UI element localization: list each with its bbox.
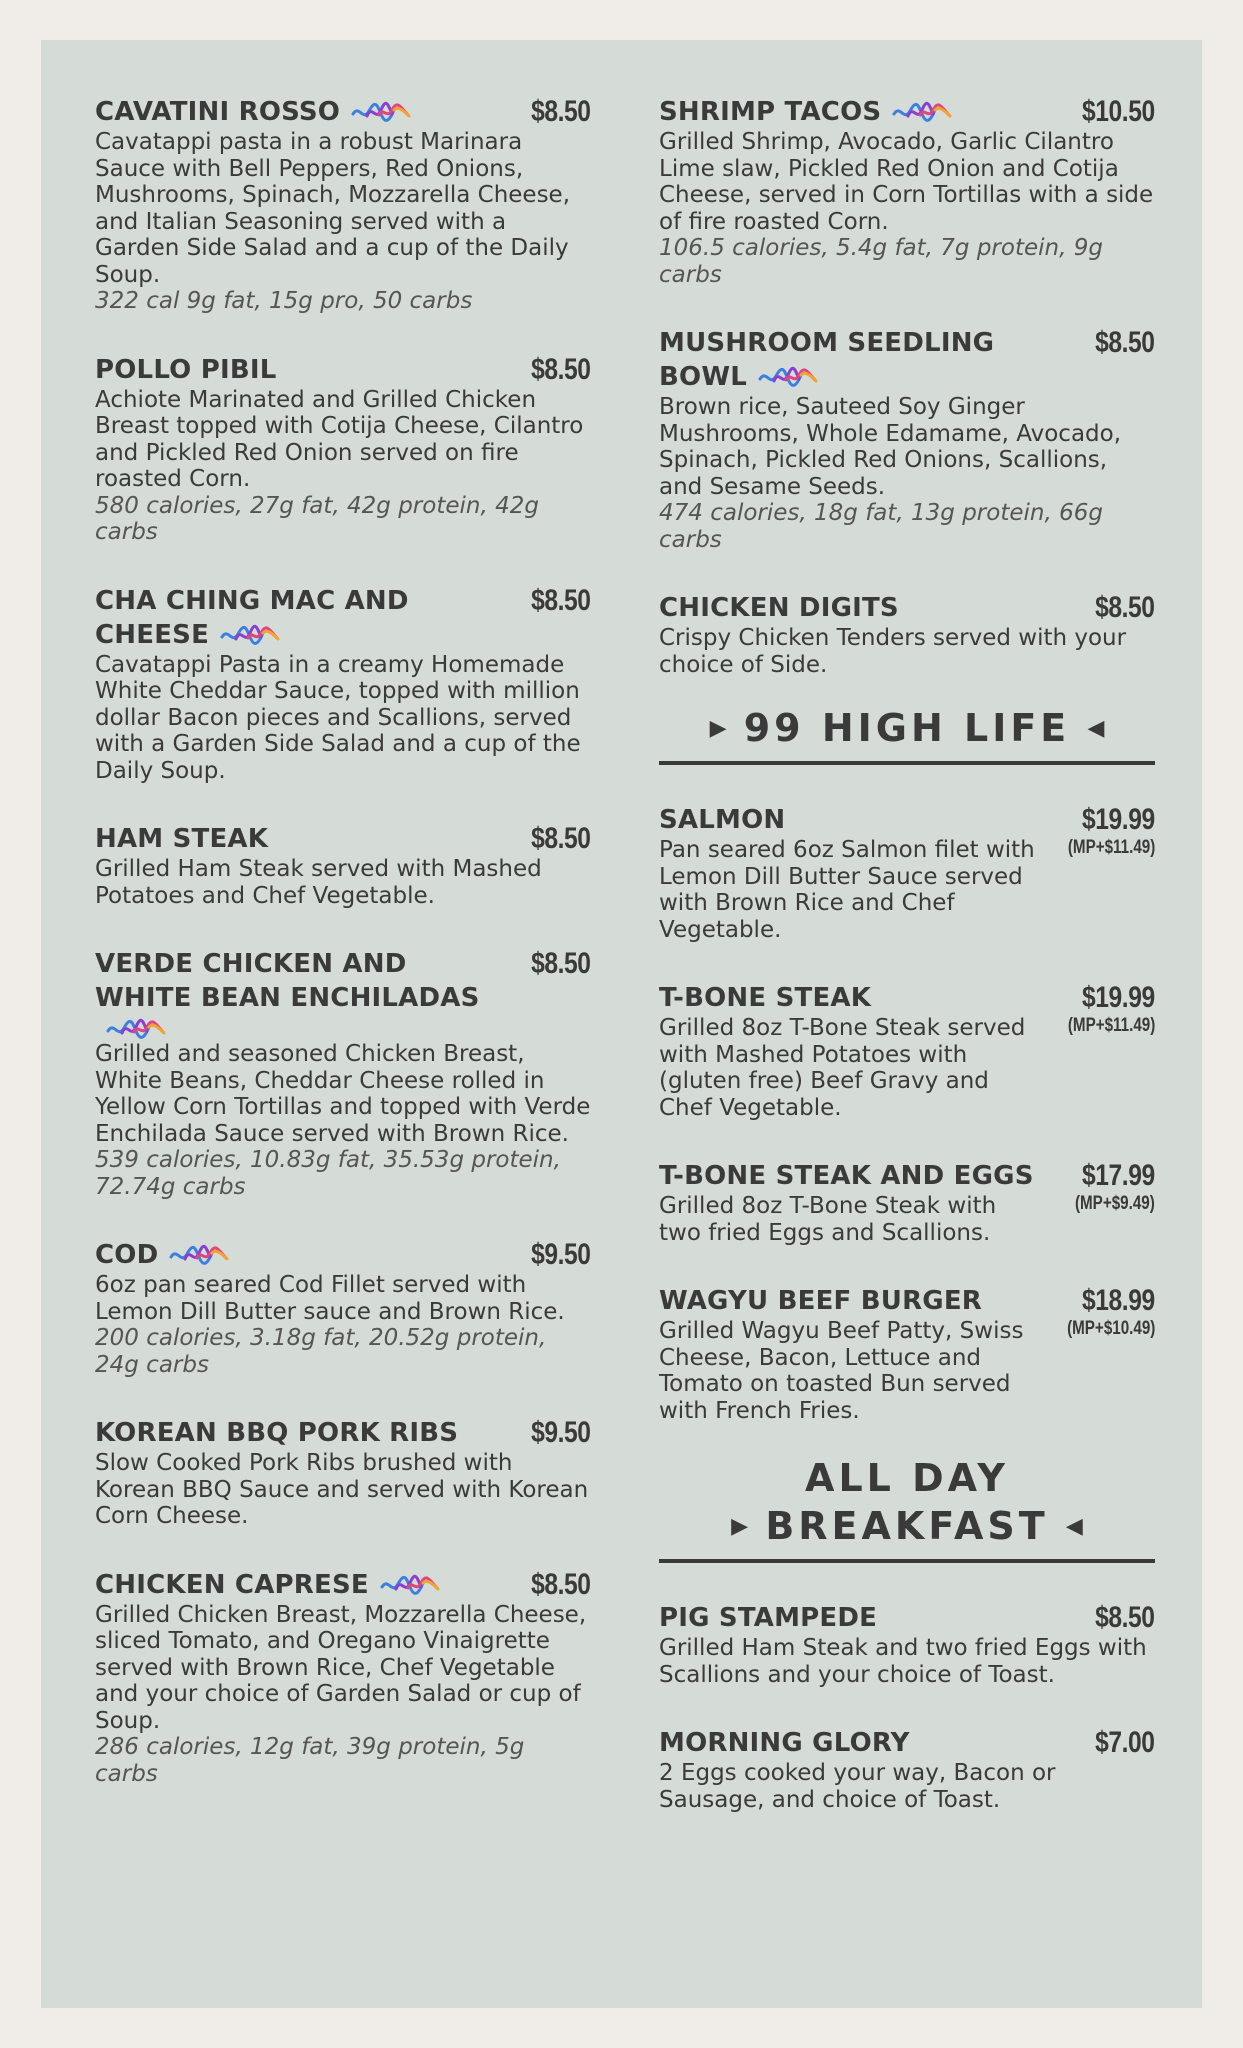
item-price: $9.50 <box>531 1238 591 1271</box>
item-nutrition: 286 calories, 12g fat, 39g protein, 5g carbs <box>95 1734 525 1787</box>
section-title-line1: ALL DAY <box>805 1456 1009 1500</box>
item-name: T-BONE STEAK <box>659 983 872 1013</box>
menu-item <box>659 981 1155 1121</box>
item-price: $19.99 <box>1082 803 1155 836</box>
section-title-text: 99 HIGH LIFE <box>743 706 1071 750</box>
menu-item <box>95 947 591 1200</box>
item-description: 2 Eggs cooked your way, Bacon or Sausage, and choice of Toast. <box>659 1760 1056 1813</box>
squiggle-icon <box>757 363 819 389</box>
section-title-line2: BREAKFAST <box>765 1504 1049 1548</box>
item-name: MORNING GLORY <box>659 1728 910 1758</box>
item-nutrition: 539 calories, 10.83g fat, 35.53g protein, 72.74g carbs <box>95 1147 561 1200</box>
item-price: $18.99 <box>1082 1284 1155 1317</box>
item-price: $17.99 <box>1082 1159 1155 1192</box>
item-name: HAM STEAK <box>95 824 269 854</box>
squiggle-icon <box>105 1015 167 1041</box>
menu-item <box>95 1416 591 1530</box>
item-description: Cavatappi pasta in a robust Marinara Sauce with Bell Peppers, Red Onions, Mushrooms, Spinach, Mozzarella Cheese, and Italian Seasoning served with a Garden Side Salad and a cup of the Daily Soup. <box>95 129 571 288</box>
menu-item <box>95 1568 591 1788</box>
item-price: $7.00 <box>1095 1726 1155 1759</box>
menu-item <box>95 95 591 315</box>
item-price: $8.50 <box>531 1567 591 1601</box>
item-description: Achiote Marinated and Grilled Chicken Breast topped with Cotija Cheese, Cilantro and Pickled Red Onion served on fire roasted Corn. <box>95 386 584 492</box>
menu-item <box>95 353 591 546</box>
item-name: PIG STAMPEDE <box>659 1603 878 1633</box>
left-column <box>95 95 591 1825</box>
item-name: KOREAN BBQ PORK RIBS <box>95 1418 459 1448</box>
item-description: 6oz pan seared Cod Fillet served with Lemon Dill Butter sauce and Brown Rice. <box>95 1272 565 1325</box>
item-price: $8.50 <box>531 583 591 617</box>
item-price: $8.50 <box>1095 326 1155 359</box>
arrow-right-icon: ▶ <box>731 1514 749 1539</box>
item-name: CHICKEN DIGITS <box>659 593 899 623</box>
item-name: COD <box>95 1240 159 1270</box>
item-name: T-BONE STEAK AND EGGS <box>659 1161 1034 1191</box>
item-name: CHA CHING MAC AND CHEESE <box>95 585 409 650</box>
menu-item <box>659 1601 1155 1688</box>
item-name: CHICKEN CAPRESE <box>95 1569 369 1600</box>
item-name: VERDE CHICKEN AND WHITE BEAN ENCHILADAS <box>95 949 480 1013</box>
squiggle-icon <box>350 98 412 124</box>
section-title-breakfast <box>659 1454 1155 1551</box>
item-description: Grilled Chicken Breast, Mozzarella Cheese, sliced Tomato, and Oregano Vinaigrette served with Brown Rice, Chef Vegetable and your choice of Garden Salad or cup of Soup. <box>95 1601 587 1734</box>
menu-item <box>659 1159 1155 1246</box>
section-divider <box>659 761 1155 765</box>
menu-panel <box>41 40 1202 2008</box>
arrow-left-icon: ◀ <box>1065 1514 1083 1539</box>
menu-item <box>95 1238 591 1378</box>
menu-item <box>659 95 1155 288</box>
item-description: Grilled and seasoned Chicken Breast, White Beans, Cheddar Cheese rolled in Yellow Corn Tortillas and topped with Verde Enchilada Sauce served with Brown Rice. <box>95 1041 591 1147</box>
item-name: CAVATINI ROSSO <box>95 97 341 127</box>
item-price: $8.50 <box>1095 1601 1155 1634</box>
item-name: WAGYU BEEF BURGER <box>659 1286 983 1316</box>
item-description: Grilled 8oz T-Bone Steak with two fried Eggs and Scallions. <box>659 1193 997 1246</box>
item-description: Grilled Ham Steak and two fried Eggs with Scallions and your choice of Toast. <box>659 1635 1147 1688</box>
item-nutrition: 106.5 calories, 5.4g fat, 7g protein, 9g carbs <box>659 235 1103 288</box>
item-price: $9.50 <box>531 1416 591 1449</box>
menu-item <box>659 326 1155 553</box>
item-mp-price: (MP+$10.49) <box>1066 1318 1155 1339</box>
item-description: Grilled Ham Steak served with Mashed Potatoes and Chef Vegetable. <box>95 856 542 909</box>
item-description: Slow Cooked Pork Ribs brushed with Korean BBQ Sauce and served with Korean Corn Cheese. <box>95 1450 589 1529</box>
menu-item <box>95 822 591 909</box>
squiggle-icon <box>379 1571 441 1597</box>
item-price: $19.99 <box>1082 981 1155 1014</box>
menu-item <box>659 803 1155 943</box>
item-name: MUSHROOM SEEDLING BOWL <box>659 328 995 392</box>
section-title-high-life <box>659 704 1155 753</box>
item-description: Grilled Shrimp, Avocado, Garlic Cilantro Lime slaw, Pickled Red Onion and Cotija Cheese, served in Corn Tortillas with a side of fire roasted Corn. <box>659 129 1154 235</box>
item-description: Cavatappi Pasta in a creamy Homemade White Cheddar Sauce, topped with million dollar Bacon pieces and Scallions, served with a Garden Side Salad and a cup of the Daily Soup. <box>95 651 581 784</box>
item-mp-price: (MP+$11.49) <box>1067 1015 1155 1036</box>
item-mp-price: (MP+$9.49) <box>1075 1193 1155 1214</box>
menu-item <box>95 584 591 785</box>
item-name: SHRIMP TACOS <box>659 97 882 127</box>
squiggle-icon <box>219 621 281 647</box>
item-price: $8.50 <box>1095 591 1155 624</box>
item-description: Brown rice, Sauteed Soy Ginger Mushrooms, Whole Edamame, Avocado, Spinach, Pickled Red Onions, Scallions, and Sesame Seeds. <box>659 394 1122 500</box>
item-name: POLLO PIBIL <box>95 354 277 385</box>
item-mp-price: (MP+$11.49) <box>1067 837 1155 858</box>
item-nutrition: 474 calories, 18g fat, 13g protein, 66g carbs <box>659 500 1103 553</box>
squiggle-icon <box>891 98 953 124</box>
menu-item <box>659 1284 1155 1424</box>
arrow-right-icon: ▶ <box>709 716 727 741</box>
section-divider <box>659 1559 1155 1563</box>
item-description: Grilled Wagyu Beef Patty, Swiss Cheese, Bacon, Lettuce and Tomato on toasted Bun served with French Fries. <box>659 1318 1024 1424</box>
item-nutrition: 322 cal 9g fat, 15g pro, 50 carbs <box>95 288 473 314</box>
item-description: Pan seared 6oz Salmon filet with Lemon Dill Butter Sauce served with Brown Rice and Chef Vegetable. <box>659 837 1035 943</box>
item-price: $10.50 <box>1082 95 1155 128</box>
right-column <box>659 95 1155 1851</box>
menu-item <box>659 1726 1155 1813</box>
menu-item <box>659 591 1155 678</box>
item-price: $8.50 <box>531 947 591 980</box>
arrow-left-icon: ◀ <box>1087 716 1105 741</box>
item-price: $8.50 <box>531 822 591 855</box>
item-price: $8.50 <box>531 95 591 128</box>
squiggle-icon <box>168 1241 230 1267</box>
item-description: Crispy Chicken Tenders served with your choice of Side. <box>659 625 1127 678</box>
item-price: $8.50 <box>531 352 591 386</box>
item-nutrition: 200 calories, 3.18g fat, 20.52g protein, 24g carbs <box>95 1325 547 1378</box>
item-nutrition: 580 calories, 27g fat, 42g protein, 42g carbs <box>95 492 539 545</box>
item-description: Grilled 8oz T-Bone Steak served with Mashed Potatoes with (gluten free) Beef Gravy and Chef Vegetable. <box>659 1015 1026 1121</box>
item-name: SALMON <box>659 805 786 835</box>
